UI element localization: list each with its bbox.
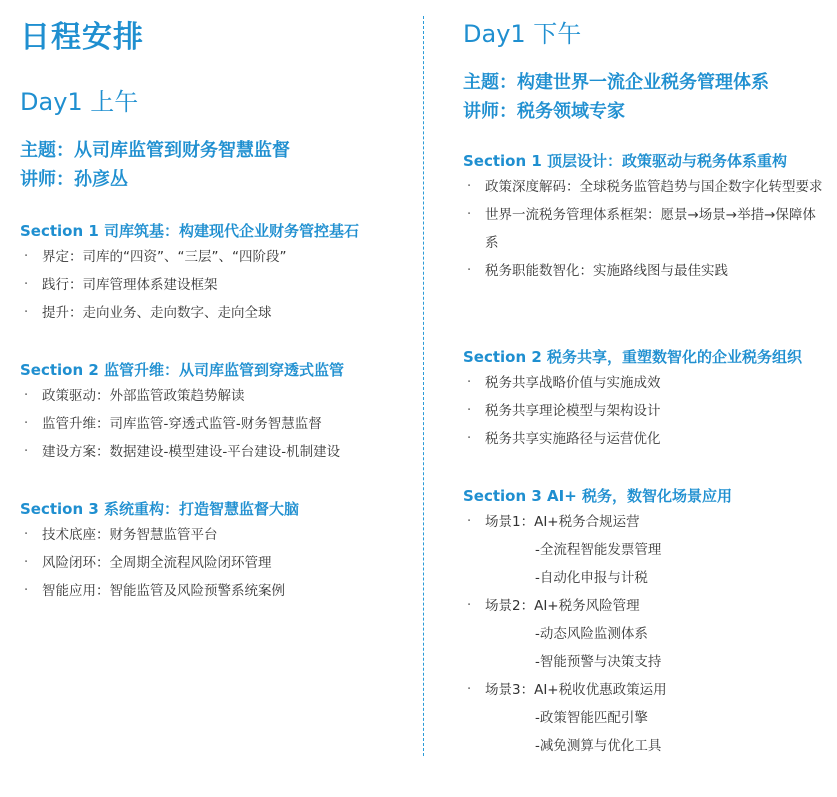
bullet-list [463,508,823,536]
list-item: · 建设方案：数据建设-模型建设-平台建设-机制建设 [20,438,415,466]
section-morning-2 [20,359,415,466]
bullet-icon: · [467,179,472,194]
list-item: · 场景1：AI+税务合规运营 [463,508,823,536]
theme-afternoon: 主题：构建世界一流企业税务管理体系 [463,72,769,93]
list-item: · 场景3：AI+税收优惠政策运用 [463,676,823,704]
sub-item: -自动化申报与计税 [535,570,648,586]
bullet-list [463,173,823,285]
section-title: Section 1 司库筑基：构建现代企业财务管控基石 [20,222,360,240]
bullet-icon: · [24,555,29,570]
bullet-icon: · [467,598,472,613]
section-afternoon-1 [463,150,823,285]
section-title: Section 2 监管升维：从司库监管到穿透式监管 [20,361,345,379]
bullet-list [20,382,415,466]
list-item: · 税务职能数智化：实施路线图与最佳实践 [463,257,823,285]
bullet-icon: · [24,388,29,403]
bullet-icon: · [467,403,472,418]
list-item: · 世界一流税务管理体系框架：愿景→场景→举措→保障体系 [463,201,823,257]
sub-item: -政策智能匹配引擎 [535,710,648,726]
sub-item: -智能预警与决策支持 [535,654,662,670]
section-afternoon-3 [463,485,823,760]
section-morning-3 [20,498,415,605]
theme-morning: 主题：从司库监管到财务智慧监督 [20,140,290,161]
bullet-list [463,369,823,453]
lecturer-afternoon: 讲师：税务领域专家 [463,101,625,122]
bullet-icon: · [467,682,472,697]
list-item: · 风险闭环：全周期全流程风险闭环管理 [20,549,415,577]
list-item: · 提升：走向业务、走向数字、走向全球 [20,299,415,327]
sub-item: -动态风险监测体系 [535,626,648,642]
bullet-list [463,676,823,704]
bullet-icon: · [24,444,29,459]
section-morning-1 [20,220,415,327]
bullet-icon: · [24,249,29,264]
list-item: · 智能应用：智能监管及风险预警系统案例 [20,577,415,605]
bullet-icon: · [24,583,29,598]
section-title: Section 2 税务共享，重塑数智化的企业税务组织 [463,348,803,366]
list-item: · 税务共享战略价值与实施成效 [463,369,823,397]
list-item: · 税务共享实施路径与运营优化 [463,425,823,453]
list-item: · 政策驱动：外部监管政策趋势解读 [20,382,415,410]
sub-item: -减免测算与优化工具 [535,738,662,754]
list-item: · 技术底座：财务智慧监管平台 [20,521,415,549]
bullet-icon: · [467,431,472,446]
list-item: · 界定：司库的“四资”、“三层”、“四阶段” [20,243,415,271]
page-title: 日程安排 [20,20,144,55]
list-item: · 税务共享理论模型与架构设计 [463,397,823,425]
bullet-icon: · [467,207,472,222]
day-title-afternoon: Day1 下午 [463,20,582,48]
bullet-icon: · [467,263,472,278]
section-title: Section 1 顶层设计：政策驱动与税务体系重构 [463,152,788,170]
list-item: · 政策深度解码：全球税务监管趋势与国企数字化转型要求 [463,173,823,201]
lecturer-morning: 讲师：孙彦丛 [20,169,128,190]
list-item: · 践行：司库管理体系建设框架 [20,271,415,299]
sub-item: -全流程智能发票管理 [535,542,662,558]
list-item: · 场景2：AI+税务风险管理 [463,592,823,620]
column-divider [423,16,424,756]
section-title: Section 3 AI+ 税务，数智化场景应用 [463,487,733,505]
list-item: · 监管升维：司库监管-穿透式监管-财务智慧监督 [20,410,415,438]
day-title-morning: Day1 上午 [20,88,139,116]
bullet-icon: · [24,305,29,320]
bullet-icon: · [24,416,29,431]
section-afternoon-2 [463,346,823,453]
bullet-icon: · [467,375,472,390]
bullet-icon: · [24,277,29,292]
bullet-icon: · [24,527,29,542]
bullet-list [20,521,415,605]
bullet-list [463,592,823,620]
section-title: Section 3 系统重构：打造智慧监督大脑 [20,500,300,518]
bullet-list [20,243,415,327]
bullet-icon: · [467,514,472,529]
